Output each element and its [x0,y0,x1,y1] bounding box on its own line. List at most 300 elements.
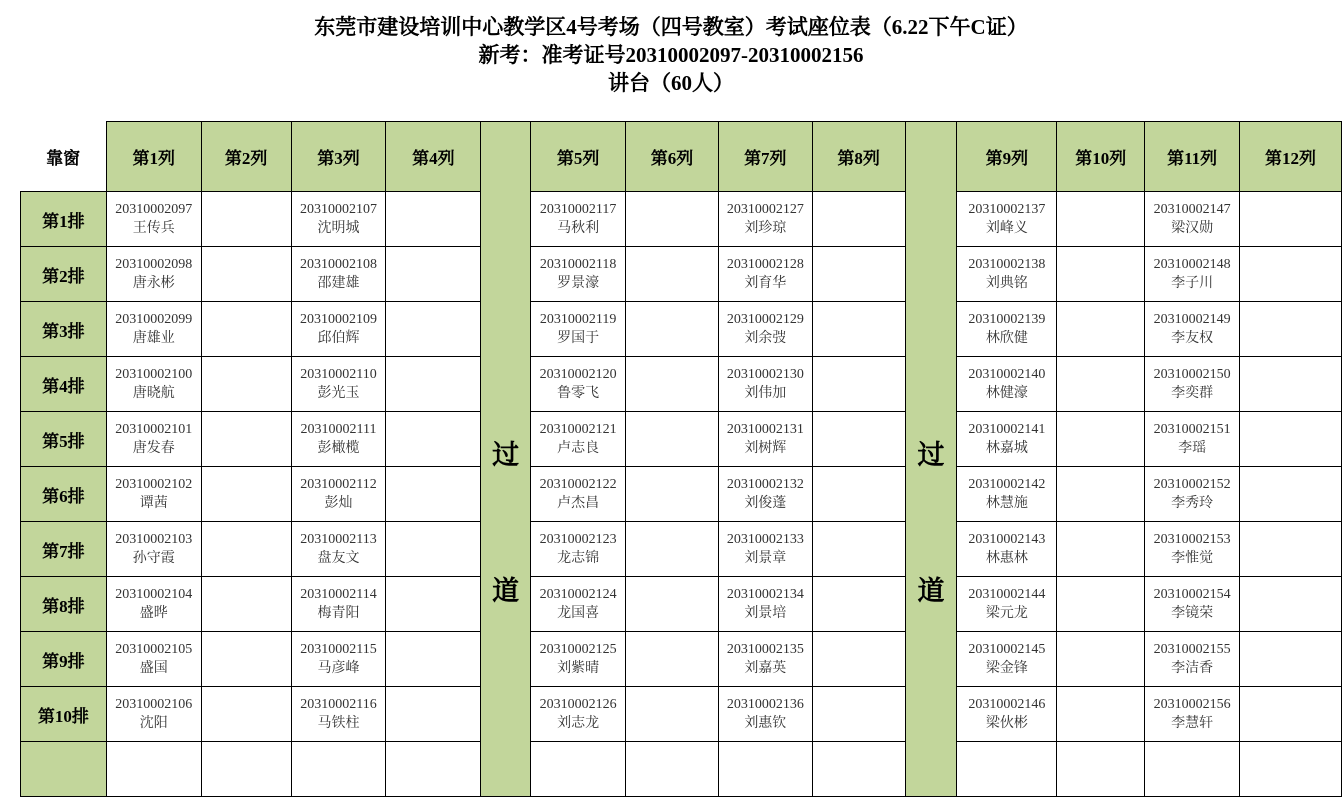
seat-id: 20310002144 [968,587,1046,602]
empty-seat-cell [1240,467,1342,522]
seat-name: 李瑶 [1178,441,1207,456]
empty-seat-cell [1240,687,1342,742]
empty-seat-cell [1240,247,1342,302]
seat-name: 林惠林 [985,551,1028,566]
aisle-char-top: 过 [492,440,520,470]
empty-seat-cell [201,742,291,797]
empty-seat-cell [1240,632,1342,687]
seat-id: 20310002151 [1153,422,1231,437]
column-header-6: 第6列 [626,122,719,192]
row-header: 第8排 [21,577,107,632]
seat-cell [106,687,201,742]
seat-id: 20310002156 [1153,697,1231,712]
empty-seat-cell [1057,467,1145,522]
seat-name: 彭灿 [324,496,353,511]
empty-seat-cell [626,577,719,632]
seat-cell [531,522,626,577]
seat-name: 鲁零飞 [557,386,600,401]
empty-seat-cell [626,357,719,412]
seat-cell [718,192,812,247]
seat-name: 林慧施 [985,496,1028,511]
empty-seat-cell [201,577,291,632]
seat-id: 20310002110 [300,367,377,382]
empty-seat-cell [386,742,481,797]
empty-seat-cell [1057,632,1145,687]
table-row [21,357,1342,412]
seat-cell [106,412,201,467]
seat-name: 卢志良 [557,441,600,456]
seat-cell [106,632,201,687]
seat-id: 20310002106 [115,697,193,712]
seat-name: 彭光玉 [317,386,360,401]
seat-id: 20310002100 [115,367,193,382]
aisle-char-top: 过 [917,440,945,470]
seat-id: 20310002130 [726,367,804,382]
seat-id: 20310002138 [968,257,1046,272]
seat-id: 20310002105 [115,642,193,657]
empty-seat-cell [626,302,719,357]
seat-cell [531,192,626,247]
seat-cell [718,687,812,742]
corner-cell: 靠窗 [21,122,107,192]
row-header: 第10排 [21,687,107,742]
seat-cell [291,467,386,522]
seat-cell [957,192,1057,247]
seat-cell [531,247,626,302]
empty-seat-cell [201,192,291,247]
row-header [21,742,107,797]
table-row [21,687,1342,742]
seat-cell [106,467,201,522]
seat-name: 唐永彬 [132,276,175,291]
seat-name: 唐发春 [132,441,175,456]
empty-seat-cell [1057,302,1145,357]
seat-id: 20310002114 [300,587,377,602]
seat-name: 刘伟加 [744,386,787,401]
seat-name: 邱伯辉 [317,331,360,346]
aisle-column-left [481,122,531,797]
seat-name: 刘志龙 [557,716,600,731]
seat-cell [106,247,201,302]
seat-id: 20310002145 [968,642,1046,657]
seat-id: 20310002123 [539,532,617,547]
seat-cell [718,577,812,632]
empty-seat-cell [1240,357,1342,412]
empty-seat-cell [386,192,481,247]
empty-seat-cell [626,522,719,577]
seat-id: 20310002111 [300,422,377,437]
seat-name: 刘俊蓬 [744,496,787,511]
seat-cell [1145,687,1240,742]
seat-name: 梁元龙 [985,606,1028,621]
seat-name: 梁金锋 [985,661,1028,676]
seat-cell [531,577,626,632]
empty-seat-cell [1145,742,1240,797]
seat-name: 唐雄业 [132,331,175,346]
empty-seat-cell [386,467,481,522]
page-title-line3: 讲台（60人） [608,71,734,95]
seat-name: 刘余弢 [744,331,787,346]
seat-name: 林嘉城 [985,441,1028,456]
seat-id: 20310002108 [299,257,377,272]
empty-seat-cell [386,247,481,302]
table-row [21,412,1342,467]
empty-seat-cell [386,687,481,742]
seat-id: 20310002113 [300,532,377,547]
seat-name: 李洁香 [1171,661,1214,676]
seat-id: 20310002146 [968,697,1046,712]
empty-seat-cell [626,247,719,302]
seat-cell [957,302,1057,357]
seat-cell [106,302,201,357]
seat-name: 彭橄榄 [317,441,360,456]
seat-id: 20310002104 [115,587,193,602]
seat-id: 20310002109 [299,312,377,327]
seat-name: 刘峰义 [985,221,1028,236]
empty-seat-cell [201,247,291,302]
seat-cell [531,467,626,522]
empty-seat-cell [812,412,905,467]
seat-cell [957,522,1057,577]
seat-cell [718,302,812,357]
aisle-char-bottom: 道 [492,576,520,606]
empty-seat-cell [531,742,626,797]
empty-seat-cell [1240,577,1342,632]
empty-seat-cell [812,632,905,687]
seat-id: 20310002099 [115,312,193,327]
empty-seat-cell [386,302,481,357]
seat-cell [1145,467,1240,522]
empty-seat-cell [201,522,291,577]
seat-name: 梁伙彬 [985,716,1028,731]
empty-seat-cell [957,742,1057,797]
empty-seat-cell [201,412,291,467]
column-header-1: 第1列 [106,122,201,192]
empty-seat-cell [626,742,719,797]
seat-id: 20310002125 [539,642,617,657]
row-header: 第1排 [21,192,107,247]
empty-seat-cell [201,467,291,522]
empty-seat-cell [812,467,905,522]
seat-cell [1145,302,1240,357]
seat-id: 20310002122 [539,477,617,492]
seat-name: 李子川 [1171,276,1214,291]
seat-id: 20310002129 [726,312,804,327]
seat-name: 刘育华 [744,276,787,291]
seat-name: 龙国喜 [557,606,600,621]
seat-name: 谭茜 [139,496,168,511]
seat-name: 马秋利 [557,221,600,236]
seat-id: 20310002121 [539,422,617,437]
row-header: 第9排 [21,632,107,687]
seat-cell [531,357,626,412]
seat-id: 20310002115 [300,642,377,657]
empty-seat-cell [1240,192,1342,247]
empty-seat-cell [1057,577,1145,632]
column-header-11: 第11列 [1145,122,1240,192]
seat-cell [291,357,386,412]
empty-seat-cell [812,522,905,577]
empty-seat-cell [812,357,905,412]
seat-id: 20310002118 [539,257,617,272]
column-header-9: 第9列 [957,122,1057,192]
seat-name: 林健濠 [985,386,1028,401]
seat-cell [291,577,386,632]
seat-cell [718,467,812,522]
seat-cell [957,577,1057,632]
seat-id: 20310002137 [968,202,1046,217]
seat-name: 马彦峰 [317,661,360,676]
seat-cell [1145,247,1240,302]
seat-name: 李友权 [1171,331,1214,346]
seat-id: 20310002119 [539,312,617,327]
aisle-column-right [905,122,957,797]
column-header-8: 第8列 [812,122,905,192]
seat-name: 刘惠钦 [744,716,787,731]
empty-seat-cell [386,357,481,412]
seat-id: 20310002124 [539,587,617,602]
seat-name: 盘友文 [317,551,360,566]
seat-id: 20310002131 [726,422,804,437]
seat-cell [1145,192,1240,247]
seat-name: 李奕群 [1171,386,1214,401]
seat-id: 20310002126 [539,697,617,712]
table-row [21,632,1342,687]
empty-seat-cell [1240,742,1342,797]
empty-seat-cell [812,247,905,302]
empty-seat-cell [386,412,481,467]
seat-name: 马铁柱 [317,716,360,731]
table-row [21,302,1342,357]
seat-name: 李惟觉 [1171,551,1214,566]
seat-cell [531,632,626,687]
seat-cell [1145,632,1240,687]
seat-id: 20310002133 [726,532,804,547]
seat-id: 20310002134 [726,587,804,602]
seat-cell [531,302,626,357]
empty-seat-cell [626,467,719,522]
row-header: 第4排 [21,357,107,412]
seat-name: 邵建雄 [317,276,360,291]
seat-name: 罗景濠 [557,276,600,291]
seat-name: 刘紫晴 [557,661,600,676]
empty-seat-cell [386,522,481,577]
seat-name: 李秀玲 [1171,496,1214,511]
seat-id: 20310002143 [968,532,1046,547]
empty-seat-cell [291,742,386,797]
empty-seat-cell [106,742,201,797]
seat-name: 龙志锦 [557,551,600,566]
seat-cell [718,632,812,687]
empty-seat-cell [626,632,719,687]
seat-id: 20310002142 [968,477,1046,492]
empty-seat-cell [1057,412,1145,467]
seat-cell [531,412,626,467]
seat-id: 20310002098 [115,257,193,272]
empty-seat-cell [1057,742,1145,797]
seat-cell [291,192,386,247]
seat-name: 刘珍琼 [744,221,787,236]
aisle-label-right [906,122,957,609]
seat-id: 20310002102 [115,477,193,492]
row-header: 第7排 [21,522,107,577]
empty-seat-cell [626,687,719,742]
empty-seat-cell [1057,357,1145,412]
seat-id: 20310002117 [539,202,617,217]
seat-id: 20310002147 [1153,202,1231,217]
empty-seat-cell [718,742,812,797]
empty-seat-cell [812,577,905,632]
seat-id: 20310002120 [539,367,617,382]
empty-seat-cell [812,742,905,797]
empty-seat-cell [201,302,291,357]
seat-name: 罗国于 [557,331,600,346]
table-row [21,192,1342,247]
seat-cell [718,247,812,302]
seat-name: 梁汉勋 [1171,221,1214,236]
seat-name: 刘景培 [744,606,787,621]
page-title-line2: 新考：准考证号20310002097-20310002156 [478,43,864,67]
table-row [21,247,1342,302]
seat-id: 20310002128 [726,257,804,272]
empty-seat-cell [1240,302,1342,357]
seat-cell [106,522,201,577]
seat-id: 20310002150 [1153,367,1231,382]
seat-cell [718,412,812,467]
empty-seat-cell [1057,687,1145,742]
seat-name: 孙守霞 [132,551,175,566]
row-header: 第2排 [21,247,107,302]
seat-name: 刘树辉 [744,441,787,456]
seat-id: 20310002139 [968,312,1046,327]
column-header-3: 第3列 [291,122,386,192]
seat-cell [1145,357,1240,412]
column-header-12: 第12列 [1240,122,1342,192]
page-title-line1: 东莞市建设培训中心教学区4号考场（四号教室）考试座位表（6.22下午C证） [314,15,1028,39]
column-header-2: 第2列 [201,122,291,192]
seat-name: 唐晓航 [132,386,175,401]
seat-cell [1145,577,1240,632]
empty-seat-cell [1057,522,1145,577]
seat-cell [106,577,201,632]
seat-id: 20310002107 [299,202,377,217]
seat-id: 20310002155 [1153,642,1231,657]
empty-seat-cell [1057,192,1145,247]
seat-id: 20310002116 [300,697,377,712]
seat-name: 盛国 [139,661,168,676]
seat-name: 王传兵 [132,221,175,236]
seat-name: 梅青阳 [317,606,360,621]
empty-seat-cell [1240,412,1342,467]
empty-seat-cell [812,302,905,357]
column-header-4: 第4列 [386,122,481,192]
seat-cell [291,302,386,357]
empty-seat-cell [812,687,905,742]
empty-seat-cell [386,632,481,687]
column-header-10: 第10列 [1057,122,1145,192]
seat-id: 20310002152 [1153,477,1231,492]
empty-seat-cell [1057,247,1145,302]
column-header-5: 第5列 [531,122,626,192]
seat-cell [957,687,1057,742]
seat-cell [957,412,1057,467]
seat-id: 20310002136 [726,697,804,712]
seat-name: 刘景章 [744,551,787,566]
seat-id: 20310002149 [1153,312,1231,327]
seat-cell [957,632,1057,687]
table-row [21,467,1342,522]
seat-id: 20310002127 [726,202,804,217]
empty-seat-cell [201,632,291,687]
seat-cell [957,247,1057,302]
seat-cell [291,247,386,302]
seat-name: 刘嘉英 [744,661,787,676]
row-header: 第6排 [21,467,107,522]
row-header: 第5排 [21,412,107,467]
seat-cell [1145,412,1240,467]
seat-id: 20310002097 [115,202,193,217]
seat-id: 20310002153 [1153,532,1231,547]
seat-id: 20310002132 [726,477,804,492]
seat-cell [718,522,812,577]
empty-seat-cell [201,357,291,412]
table-row [21,577,1342,632]
seat-name: 卢杰昌 [557,496,600,511]
table-row [21,522,1342,577]
empty-seat-cell [386,577,481,632]
seat-cell [291,687,386,742]
seat-cell [718,357,812,412]
seat-id: 20310002101 [115,422,193,437]
seat-cell [1145,522,1240,577]
seat-id: 20310002135 [726,642,804,657]
page-title-block [0,0,1342,97]
empty-seat-cell [626,192,719,247]
seat-id: 20310002103 [115,532,193,547]
header-row [21,122,1342,192]
seat-cell [291,522,386,577]
row-header: 第3排 [21,302,107,357]
seat-cell [291,632,386,687]
seat-id: 20310002141 [968,422,1046,437]
seat-id: 20310002148 [1153,257,1231,272]
seat-name: 沈明城 [317,221,360,236]
seat-cell [291,412,386,467]
seat-id: 20310002140 [968,367,1046,382]
seat-id: 20310002154 [1153,587,1231,602]
seat-name: 盛晔 [139,606,168,621]
empty-seat-cell [812,192,905,247]
seat-cell [106,357,201,412]
seat-name: 李镜荣 [1171,606,1214,621]
seating-table [20,121,1342,797]
seat-cell [957,357,1057,412]
column-header-7: 第7列 [718,122,812,192]
seat-cell [531,687,626,742]
empty-seat-cell [626,412,719,467]
aisle-char-bottom: 道 [917,576,945,606]
table-row [21,742,1342,797]
seat-name: 刘典铭 [985,276,1028,291]
empty-seat-cell [1240,522,1342,577]
aisle-label-left [481,122,530,609]
seat-cell [957,467,1057,522]
seat-cell [106,192,201,247]
seat-name: 林欣健 [985,331,1028,346]
seat-id: 20310002112 [300,477,377,492]
seat-name: 沈阳 [139,716,168,731]
seat-name: 李慧轩 [1171,716,1214,731]
